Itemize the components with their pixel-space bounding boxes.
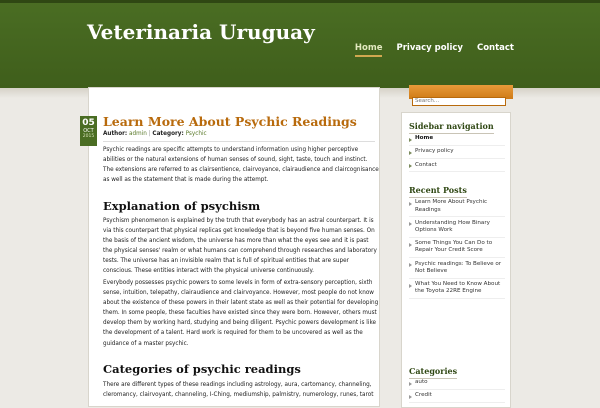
post-paragraph-2: Psychism phenomenon is explained by the truth that everybody has an astral counterpart. It is via this counterpart that physical replicas get knowledge that is beyond five human senses. On the basis of the ancient wisdom, the universe has more than what the eyes see and it is past the physical senses' realm or what humans can comprehend through researches and laboratory tests. The universe has an invisible realm that is full of spiritual entities that are super conscious. These entities interact with the physical universe continuously. [103, 218, 377, 275]
category-item-credit[interactable]: Credit [409, 390, 505, 403]
section-heading-explanation: Explanation of psychism [103, 199, 261, 213]
search-input[interactable] [412, 97, 506, 106]
recent-post-item[interactable]: Learn More About Psychic Readings [409, 197, 505, 217]
categories-heading: Categories [409, 366, 457, 379]
nav-home[interactable]: Home [355, 43, 383, 57]
nav-privacy-policy[interactable]: Privacy policy [396, 43, 463, 53]
meta-divider [103, 141, 375, 142]
category-item-auto[interactable]: auto [409, 377, 505, 390]
category-label: Category: [152, 131, 184, 137]
author-link[interactable]: admin [129, 131, 147, 137]
post-date-year: 2015 [82, 134, 95, 139]
author-label: Author: [103, 131, 128, 137]
sidebar-nav-home[interactable]: Home [409, 133, 505, 146]
recent-post-item[interactable]: Understanding How Binary Options Work [409, 217, 505, 237]
sidebar-nav-contact[interactable]: Contact [409, 159, 505, 172]
sidebar-nav-heading: Sidebar navigation [409, 121, 494, 134]
sidebar-nav-list [409, 133, 505, 172]
search-box [409, 85, 513, 99]
post-paragraph-3: Everybody possesses psychic powers to some levels in form of extra-sensory perception, sixth sense, intuition, telepathy, clairaudience and clairvoyance. However, most people do not know about the existence of these powers in their latent state as well as their potential for developing them. In some people, these faculties have existed since they were born. However, others must develop them by working hard, studying and being diligent. Psychic powers development is like the development of a talent. Hard work is required for them to be uncovered as well as the guidance of a master psychic. [103, 280, 379, 347]
main-nav [355, 43, 514, 57]
categories-list [409, 377, 505, 403]
post-meta [103, 131, 207, 137]
recent-post-item[interactable]: What You Need to Know About the Toyota 22RE Engine [409, 279, 505, 299]
recent-post-item[interactable]: Some Things You Can Do to Repair Your Credit Score [409, 238, 505, 258]
site-header [0, 0, 600, 88]
meta-separator: | [148, 131, 151, 137]
recent-posts-heading: Recent Posts [409, 185, 467, 198]
nav-contact[interactable]: Contact [476, 43, 514, 53]
site-title[interactable]: Veterinaria Uruguay [87, 20, 315, 44]
post-paragraph-4: There are different types of these readings including astrology, aura, cartomancy, channeling, cleromancy, clairvoyant, channeling, I-Ching, mediumship, palmistry, numerology, runes, tarot [103, 382, 374, 399]
post-date-badge [80, 116, 97, 146]
post-date-month: OCT [83, 128, 94, 134]
post-title[interactable]: Learn More About Psychic Readings [103, 114, 357, 129]
post-date-day: 05 [82, 118, 95, 128]
category-link[interactable]: Psychic [185, 131, 207, 137]
section-heading-categories: Categories of psychic readings [103, 362, 301, 376]
recent-posts-list [409, 197, 505, 299]
post-intro: Psychic readings are specific attempts to understand information using higher perceptive abilities or the natural extensions of human senses of sound, sight, taste, touch and instinct. The extensions are referred to as clairsentience, clairvoyance, clairaudience and claircognisance as well as the statement that is made during the attempt. [103, 147, 379, 184]
sidebar-nav-privacy[interactable]: Privacy policy [409, 146, 505, 159]
recent-post-item[interactable]: Psychic readings: To Believe or Not Believe [409, 258, 505, 278]
